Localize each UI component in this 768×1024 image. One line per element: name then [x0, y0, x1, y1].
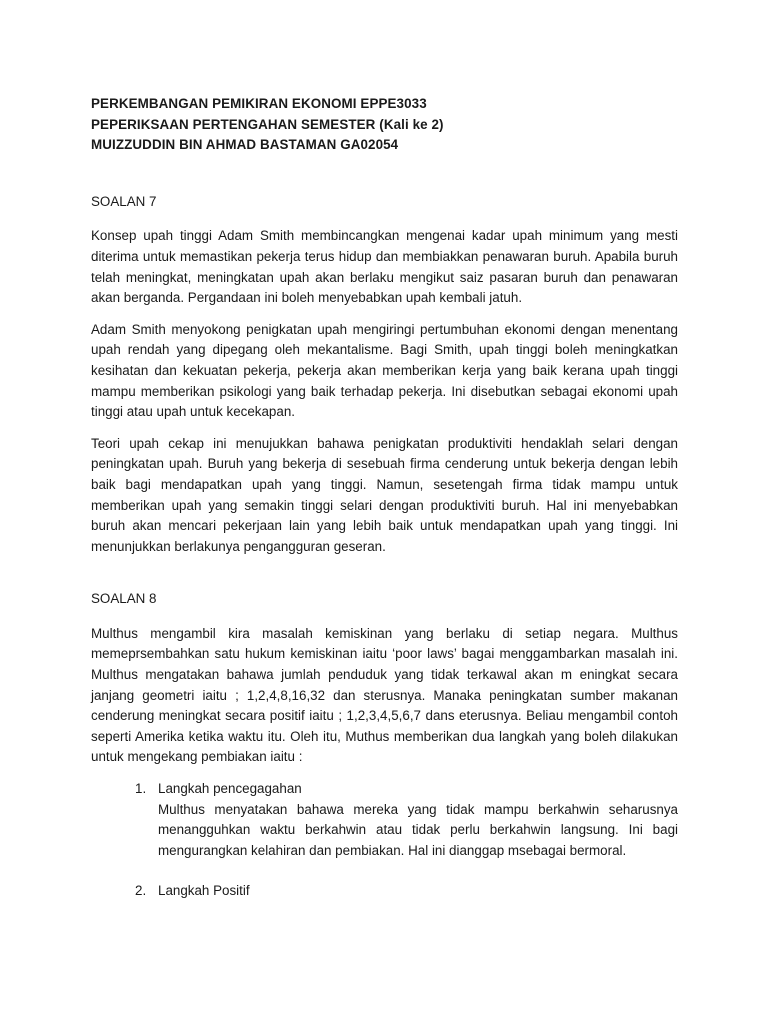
course-title: PERKEMBANGAN PEMIKIRAN EKONOMI EPPE3033 [91, 96, 427, 111]
list-item-heading: Langkah pencegagahan [158, 781, 302, 797]
soalan-8-title: SOALAN 8 [91, 591, 157, 607]
soalan-7-paragraph-2: Adam Smith menyokong penigkatan upah mengiringi pertumbuhan ekonomi dengan menentang upah rendah yang dipegang oleh mekantalisme. Bagi Smith, upah tinggi boleh meningkatkan kesihatan dan kekuatan pekerja, pekerja akan memberikan kerja yang baik kerana upah tinggi mampu memberikan psikologi yang baik terhadap pekerja. Ini disebutkan sebagai ekonomi upah tinggi atau upah untuk kecekapan. [91, 321, 678, 420]
list-item-heading: Langkah Positif [158, 883, 250, 899]
exam-title: PEPERIKSAAN PERTENGAHAN SEMESTER (Kali ke 2) [91, 116, 444, 132]
soalan-7-paragraph-3: Teori upah cekap ini menujukkan bahawa penigkatan produktiviti hendaklah selari dengan peningkatan upah. Buruh yang bekerja di sesebuah firma cenderung untuk bekerja dengan lebih baik bagi mendapatkan upah yang tinggi. Namun, sesetengah firma tidak mampu untuk memberikan upah yang semakin tinggi selari dengan produktiviti buruh. Hal ini menyebabkan buruh akan mencari pekerjaan lain yang lebih baik untuk mendapatkan upah yang tinggi. Ini menunjukkan berlakunya pengangguran geseran. [91, 435, 678, 554]
steps-list [91, 779, 678, 902]
soalan-8-paragraph: Multhus mengambil kira masalah kemiskinan yang berlaku di setiap negara. Multhus memeprsembahkan satu hukum kemiskinan iaitu ‘poor laws’ bagai menggambarkan masalah ini. Multhus mengatakan bahawa jumlah penduduk yang tidak terkawal akan m eningkat secara janjang geometri iaitu ; 1,2,4,8,16,32 dan sterusnya. Manaka peningkatan sumber makanan cenderung meningkat secara positif iaitu ; 1,2,3,4,5,6,7 dans eterusnya. Beliau mengambil contoh seperti Amerika ketika waktu itu. Oleh itu, Muthus memberikan dua langkah yang boleh dilakukan untuk mengekang pembiakan iaitu : [91, 625, 678, 765]
list-item-number: 1. [135, 781, 147, 797]
student-name: MUIZZUDDIN BIN AHMAD BASTAMAN GA02054 [91, 137, 399, 153]
soalan-7-title: SOALAN 7 [91, 193, 157, 209]
list-item-number: 2. [135, 883, 147, 899]
soalan-7-paragraph-1: Konsep upah tinggi Adam Smith membincangkan mengenai kadar upah minimum yang mesti diterima untuk memastikan pekerja terus hidup dan membiakkan penawaran buruh. Apabila buruh telah meningkat, meningkatan upah akan berlaku mengikut saiz pasaran buruh dan penawaran akan berganda. Pergandaan ini boleh menyebabkan upah kembali jatuh. [91, 228, 678, 306]
list-item [91, 779, 678, 861]
list-item [91, 881, 678, 902]
list-item-text: Multhus menyatakan bahawa mereka yang tidak mampu berkahwin seharusnya menangguhkan waktu berkahwin atau tidak perlu berkahwin langsung. Ini bagi mengurangkan kelahiran dan pembiakan. Hal ini dianggap msebagai bermoral. [158, 801, 678, 858]
document-body [91, 94, 678, 902]
